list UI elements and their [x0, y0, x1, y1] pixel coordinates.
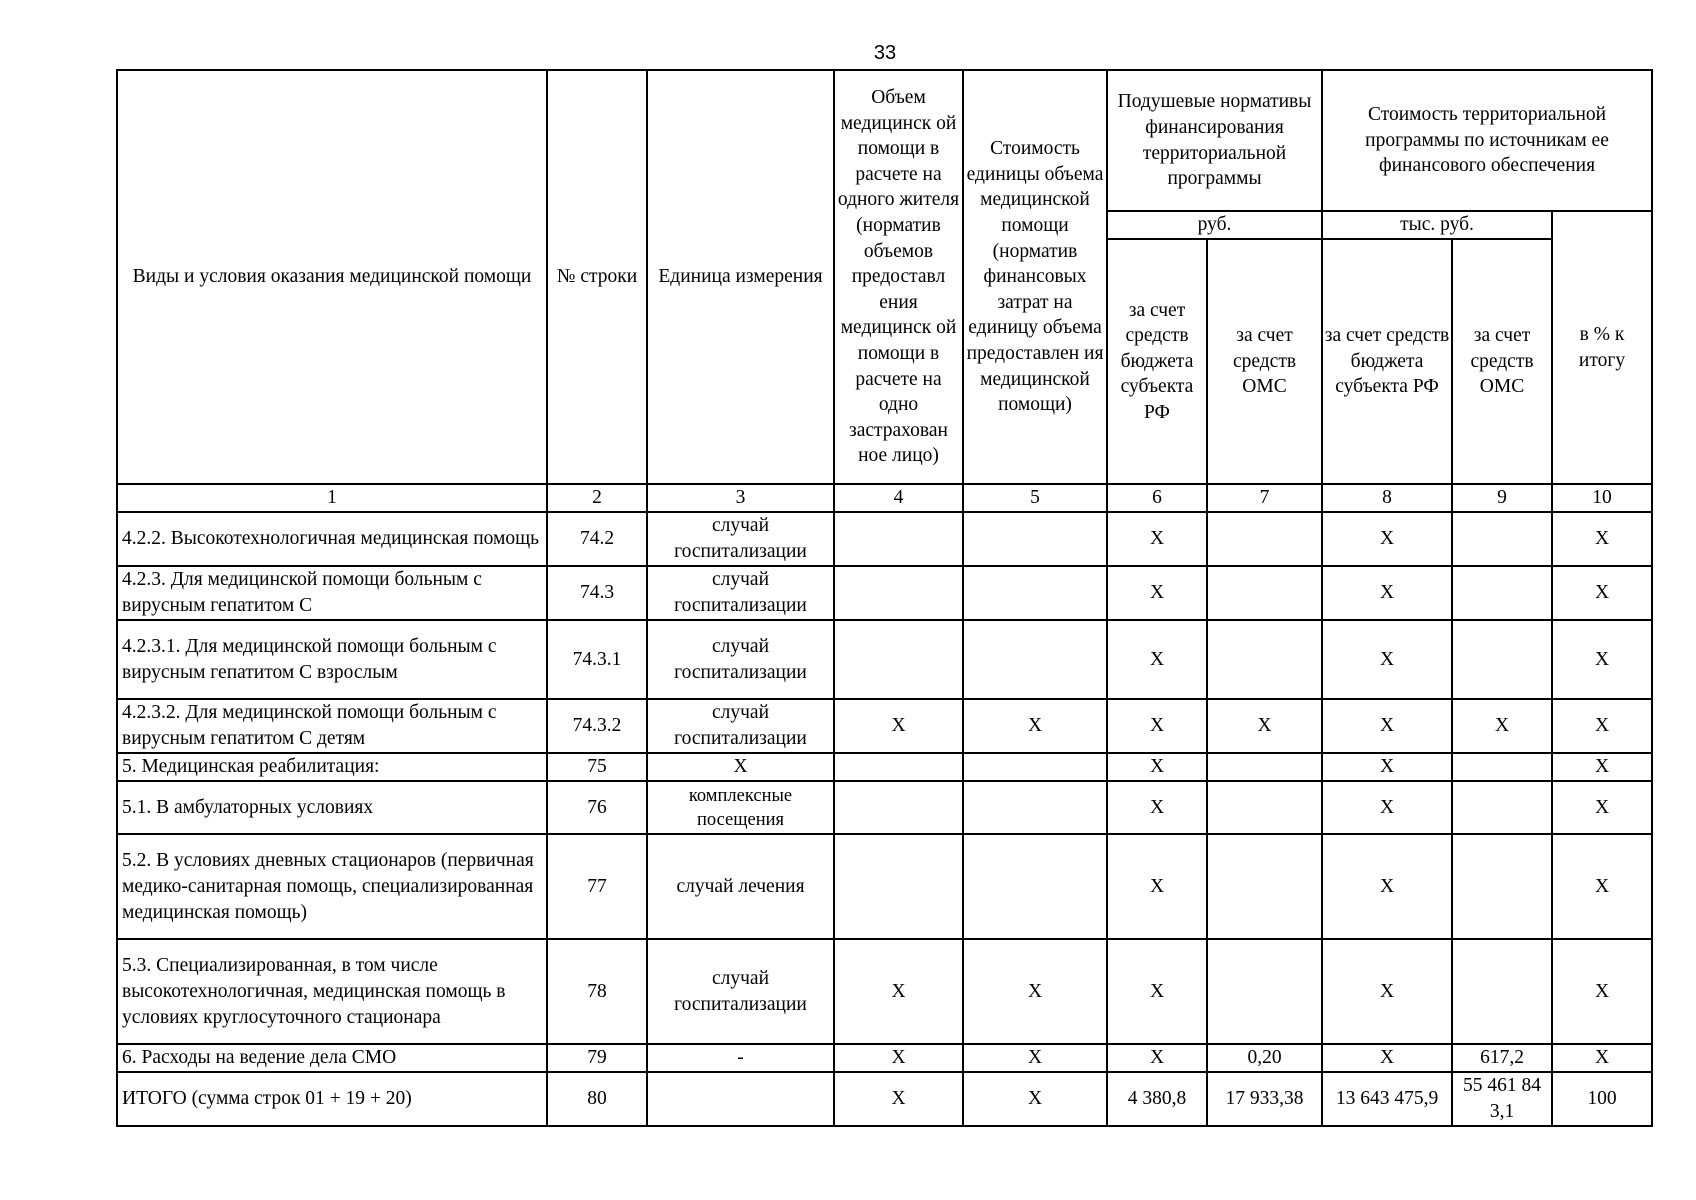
cell-col5: Х	[963, 1044, 1107, 1072]
cell-col7	[1207, 834, 1322, 939]
cell-col8: Х	[1322, 939, 1452, 1044]
row-name: 4.2.3. Для медицинской помощи больным с вирусным гепатитом С	[117, 566, 547, 620]
cell-col7	[1207, 512, 1322, 566]
row-line: 74.2	[547, 512, 647, 566]
row-unit: случай госпитализации	[647, 566, 834, 620]
cell-col9: Х	[1452, 699, 1552, 753]
cell-col9	[1452, 781, 1552, 834]
col-number: 1	[117, 484, 547, 512]
header-per-capita-budget: за счет средств бюджета субъекта РФ	[1107, 239, 1207, 484]
cell-col7	[1207, 781, 1322, 834]
cell-col7: Х	[1207, 699, 1322, 753]
cell-col6: Х	[1107, 620, 1207, 699]
row-name: 5.2. В условиях дневных стационаров (первичная медико-санитарная помощь, специализированная медицинская помощь)	[117, 834, 547, 939]
cell-col4	[834, 566, 963, 620]
cell-col6: Х	[1107, 699, 1207, 753]
row-line: 78	[547, 939, 647, 1044]
cell-col5	[963, 566, 1107, 620]
cell-col5: Х	[963, 699, 1107, 753]
cell-col8: 13 643 475,9	[1322, 1072, 1452, 1126]
cell-col6: Х	[1107, 1044, 1207, 1072]
cell-col8: Х	[1322, 699, 1452, 753]
header-per-capita-group: Подушевые нормативы финансирования территориальной программы	[1107, 70, 1322, 211]
row-unit: случай госпитализации	[647, 939, 834, 1044]
row-name: 5. Медицинская реабилитация:	[117, 753, 547, 781]
col-number: 3	[647, 484, 834, 512]
cell-col10: Х	[1552, 620, 1652, 699]
row-unit	[647, 1072, 834, 1126]
page-number: 33	[873, 42, 897, 64]
cell-col4	[834, 781, 963, 834]
row-unit: случай госпитализации	[647, 512, 834, 566]
cell-col10: Х	[1552, 512, 1652, 566]
cell-col4	[834, 620, 963, 699]
cell-col4: Х	[834, 939, 963, 1044]
cell-col7: 17 933,38	[1207, 1072, 1322, 1126]
header-line-no: № строки	[547, 70, 647, 484]
cell-col5	[963, 620, 1107, 699]
col-number: 8	[1322, 484, 1452, 512]
cell-col7	[1207, 753, 1322, 781]
row-unit: случай госпитализации	[647, 620, 834, 699]
row-name: 5.1. В амбулаторных условиях	[117, 781, 547, 834]
cell-col9	[1452, 939, 1552, 1044]
financing-table	[116, 69, 1653, 1127]
cell-col5: Х	[963, 939, 1107, 1044]
cell-col5	[963, 512, 1107, 566]
cell-col5: Х	[963, 1072, 1107, 1126]
cell-col10: Х	[1552, 834, 1652, 939]
table-row	[117, 566, 1652, 620]
header-program-cost-group: Стоимость территориальной программы по источникам ее финансового обеспечения	[1322, 70, 1652, 211]
row-unit: комплексные посещения	[647, 781, 834, 834]
row-line: 74.3	[547, 566, 647, 620]
cell-col6: Х	[1107, 834, 1207, 939]
row-unit: случай госпитализации	[647, 699, 834, 753]
cell-col10: 100	[1552, 1072, 1652, 1126]
table-row	[117, 620, 1652, 699]
row-name: 6. Расходы на ведение дела СМО	[117, 1044, 547, 1072]
cell-col6: 4 380,8	[1107, 1072, 1207, 1126]
cell-col7	[1207, 620, 1322, 699]
table-row	[117, 1044, 1652, 1072]
col-number: 4	[834, 484, 963, 512]
cell-col8: Х	[1322, 620, 1452, 699]
col-number: 5	[963, 484, 1107, 512]
header-unit-rub: руб.	[1107, 211, 1322, 239]
cell-col4	[834, 512, 963, 566]
cell-col10: Х	[1552, 781, 1652, 834]
cell-col10: Х	[1552, 939, 1652, 1044]
cell-col4: Х	[834, 1072, 963, 1126]
col-number: 2	[547, 484, 647, 512]
cell-col6: Х	[1107, 512, 1207, 566]
cell-col7	[1207, 566, 1322, 620]
row-name: 4.2.3.1. Для медицинской помощи больным с вирусным гепатитом С взрослым	[117, 620, 547, 699]
table-row	[117, 939, 1652, 1044]
cell-col4	[834, 753, 963, 781]
cell-col7: 0,20	[1207, 1044, 1322, 1072]
cell-col9	[1452, 620, 1552, 699]
table-row	[117, 781, 1652, 834]
header-type: Виды и условия оказания медицинской помощи	[117, 70, 547, 484]
cell-col9	[1452, 834, 1552, 939]
cell-col9: 617,2	[1452, 1044, 1552, 1072]
header-unit-cost: Стоимость единицы объема медицинской помощи (норматив финансовых затрат на единицу объема предоставлен ия медицинской помощи)	[963, 70, 1107, 484]
row-unit: Х	[647, 753, 834, 781]
row-line: 75	[547, 753, 647, 781]
header-unit-thousand-rub: тыс. руб.	[1322, 211, 1552, 239]
cell-col6: Х	[1107, 781, 1207, 834]
cell-col9: 55 461 84 3,1	[1452, 1072, 1552, 1126]
table-row-total	[117, 1072, 1652, 1126]
header-cost-oms: за счет средств ОМС	[1452, 239, 1552, 484]
row-line: 74.3.1	[547, 620, 647, 699]
header-per-capita-oms: за счет средств ОМС	[1207, 239, 1322, 484]
header-unit: Единица измерения	[647, 70, 834, 484]
cell-col10: Х	[1552, 1044, 1652, 1072]
cell-col10: Х	[1552, 566, 1652, 620]
cell-col9	[1452, 753, 1552, 781]
cell-col7	[1207, 939, 1322, 1044]
row-unit: случай лечения	[647, 834, 834, 939]
row-name: ИТОГО (сумма строк 01 + 19 + 20)	[117, 1072, 547, 1126]
col-number: 10	[1552, 484, 1652, 512]
col-number: 9	[1452, 484, 1552, 512]
row-unit: -	[647, 1044, 834, 1072]
header-cost-budget: за счет средств бюджета субъекта РФ	[1322, 239, 1452, 484]
header-volume: Объем медицинск ой помощи в расчете на одного жителя (норматив объемов предоставл ения медицинск ой помощи в расчете на одно застрахован ное лицо)	[834, 70, 963, 484]
cell-col8: Х	[1322, 834, 1452, 939]
cell-col8: Х	[1322, 781, 1452, 834]
cell-col6: Х	[1107, 753, 1207, 781]
col-number: 6	[1107, 484, 1207, 512]
row-line: 79	[547, 1044, 647, 1072]
cell-col8: Х	[1322, 753, 1452, 781]
table-row	[117, 699, 1652, 753]
cell-col4: Х	[834, 1044, 963, 1072]
row-name: 4.2.3.2. Для медицинской помощи больным с вирусным гепатитом С детям	[117, 699, 547, 753]
cell-col9	[1452, 512, 1552, 566]
row-line: 76	[547, 781, 647, 834]
cell-col5	[963, 781, 1107, 834]
table-row	[117, 834, 1652, 939]
cell-col10: Х	[1552, 699, 1652, 753]
cell-col5	[963, 834, 1107, 939]
cell-col6: Х	[1107, 939, 1207, 1044]
row-name: 4.2.2. Высокотехнологичная медицинская помощь	[117, 512, 547, 566]
cell-col8: Х	[1322, 566, 1452, 620]
cell-col8: Х	[1322, 1044, 1452, 1072]
cell-col4	[834, 834, 963, 939]
row-name: 5.3. Специализированная, в том числе высокотехнологичная, медицинская помощь в условиях круглосуточного стационара	[117, 939, 547, 1044]
table-row	[117, 753, 1652, 781]
col-number: 7	[1207, 484, 1322, 512]
cell-col9	[1452, 566, 1552, 620]
row-line: 74.3.2	[547, 699, 647, 753]
row-line: 77	[547, 834, 647, 939]
cell-col6: Х	[1107, 566, 1207, 620]
cell-col5	[963, 753, 1107, 781]
cell-col4: Х	[834, 699, 963, 753]
row-line: 80	[547, 1072, 647, 1126]
table-row	[117, 512, 1652, 566]
cell-col8: Х	[1322, 512, 1452, 566]
header-percent-total: в % к итогу	[1552, 211, 1652, 484]
cell-col10: Х	[1552, 753, 1652, 781]
